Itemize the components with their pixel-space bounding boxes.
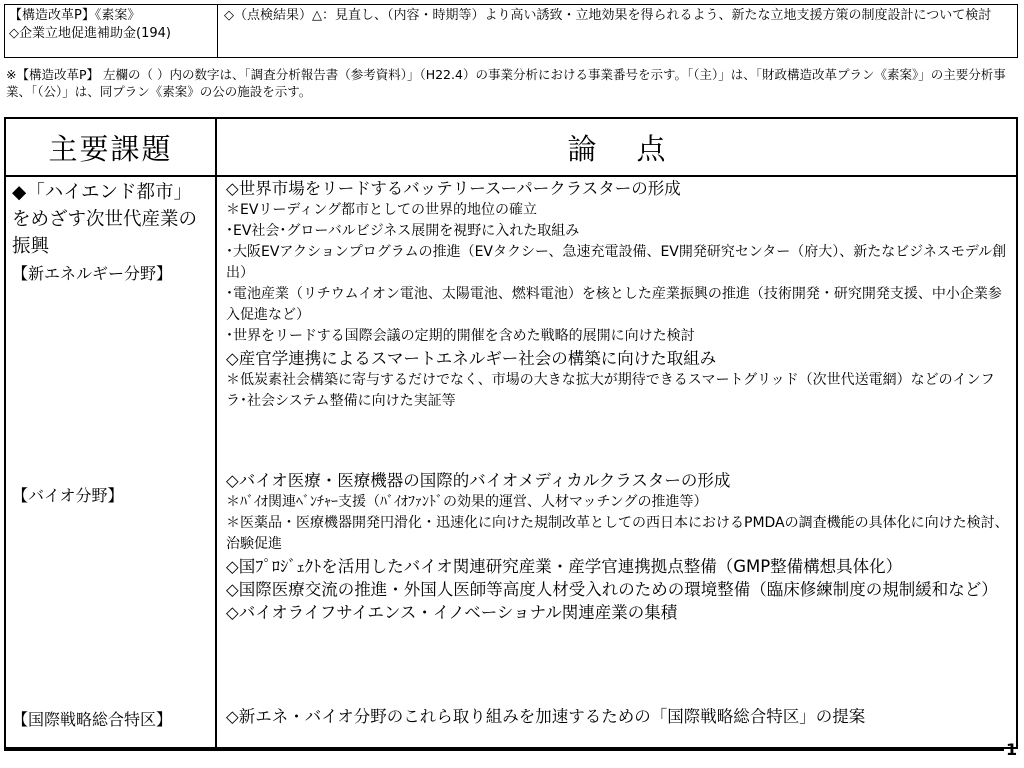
list-item: ･世界をリードする国際会議の定期的開催を含めた戦略的展開に向けた検討 xyxy=(226,328,695,344)
page-number: 1 xyxy=(1006,740,1018,759)
issues-table xyxy=(4,117,1018,749)
list-item: ＊低炭素社会構築に寄与するだけでなく、市場の大きな拡大が期待できるスマートグリッド（次世代送電網）などのインフラ･社会システム整備に向けた実証等 xyxy=(226,372,995,409)
energy-points xyxy=(226,177,1011,412)
category-special-zone: 【国際戦略総合特区】 xyxy=(12,710,173,729)
header-points: 論点 xyxy=(567,131,706,166)
list-item: ＊医薬品・医療機器開発円滑化・迅速化に向けた規制改革としての西日本におけるPMDAの調査機能の具体化に向けた検討、治験促進 xyxy=(226,515,1009,552)
summary-box xyxy=(4,4,1018,58)
summary-left-cell xyxy=(5,5,218,57)
list-item: ＊EVリーディング都市としての世界的地位の確立 xyxy=(226,202,538,218)
list-item: ･EV社会･グローバルビジネス展開を視野に入れた取組み xyxy=(226,223,580,239)
list-item: ＊ﾊﾞｲｵ関連ﾍﾞﾝﾁｬｰ支援（ﾊﾞｲｵﾌｧﾝﾄﾞの効果的運営、人材マッチングの推進等） xyxy=(226,494,708,510)
category-new-energy: 【新エネルギー分野】 xyxy=(12,264,173,283)
list-item: ◇国ﾌﾟﾛｼﾞｪｸﾄを活用したバイオ関連研究産業・産学官連携拠点整備（GMP整備構想具体化） xyxy=(226,557,903,576)
list-item: ◇新エネ・バイオ分野のこれら取り組みを加速するための「国際戦略総合特区」の提案 xyxy=(226,707,866,726)
summary-result-text: ◇（点検結果）△：見直し、（内容・時期等）より高い誘致・立地効果を得られるよう、新たな立地支援方策の制度設計について検討 xyxy=(224,8,992,23)
list-item: ◇国際医療交流の推進・外国人医師等高度人材受入れのための環境整備（臨床修練制度の規制緩和など） xyxy=(226,580,998,599)
list-item: ･大阪EVアクションプログラムの推進（EVタクシー、急速充電設備、EV開発研究センター（府大）、新たなビジネスモデル創出） xyxy=(226,244,1007,281)
list-item: ◇バイオライフサイエンス・イノベーショナル関連産業の集積 xyxy=(226,603,678,622)
category-next-gen-industry: ◆「ハイエンド都市」をめざす次世代産業の振興 xyxy=(12,182,198,257)
zone-points xyxy=(226,705,1011,728)
list-item: ◇バイオ医療・医療機器の国際的バイオメディカルクラスターの形成 xyxy=(226,471,731,490)
bio-points xyxy=(226,469,1011,624)
category-bio: 【バイオ分野】 xyxy=(12,486,124,505)
summary-plan-label: 【構造改革P】《素案》 xyxy=(9,8,141,23)
footer-rule xyxy=(4,749,1004,751)
list-item: ･電池産業（リチウムイオン電池、太陽電池、燃料電池）を核とした産業振興の推進（技術開発・研究開発支援、中小企業参入促進など） xyxy=(226,286,1002,323)
list-item: ◇世界市場をリードするバッテリースーパークラスターの形成 xyxy=(226,179,681,198)
footnote-text: ※【構造改革P】 左欄の（ ）内の数字は、「調査分析報告書（参考資料）」（H22.4）の事業分析における事業番号を示す。「（主）」は、「財政構造改革プラン《素案》」の主要分析事業、「（公）」は、同プラン《素案》の公の施設を示す。 xyxy=(6,67,1006,99)
list-item: ◇産官学連携によるスマートエネルギー社会の構築に向けた取組み xyxy=(226,349,717,368)
header-main-issues: 主要課題 xyxy=(48,131,173,166)
summary-subsidy-label: ◇企業立地促進補助金(194) xyxy=(9,26,171,41)
column-divider xyxy=(215,119,217,747)
